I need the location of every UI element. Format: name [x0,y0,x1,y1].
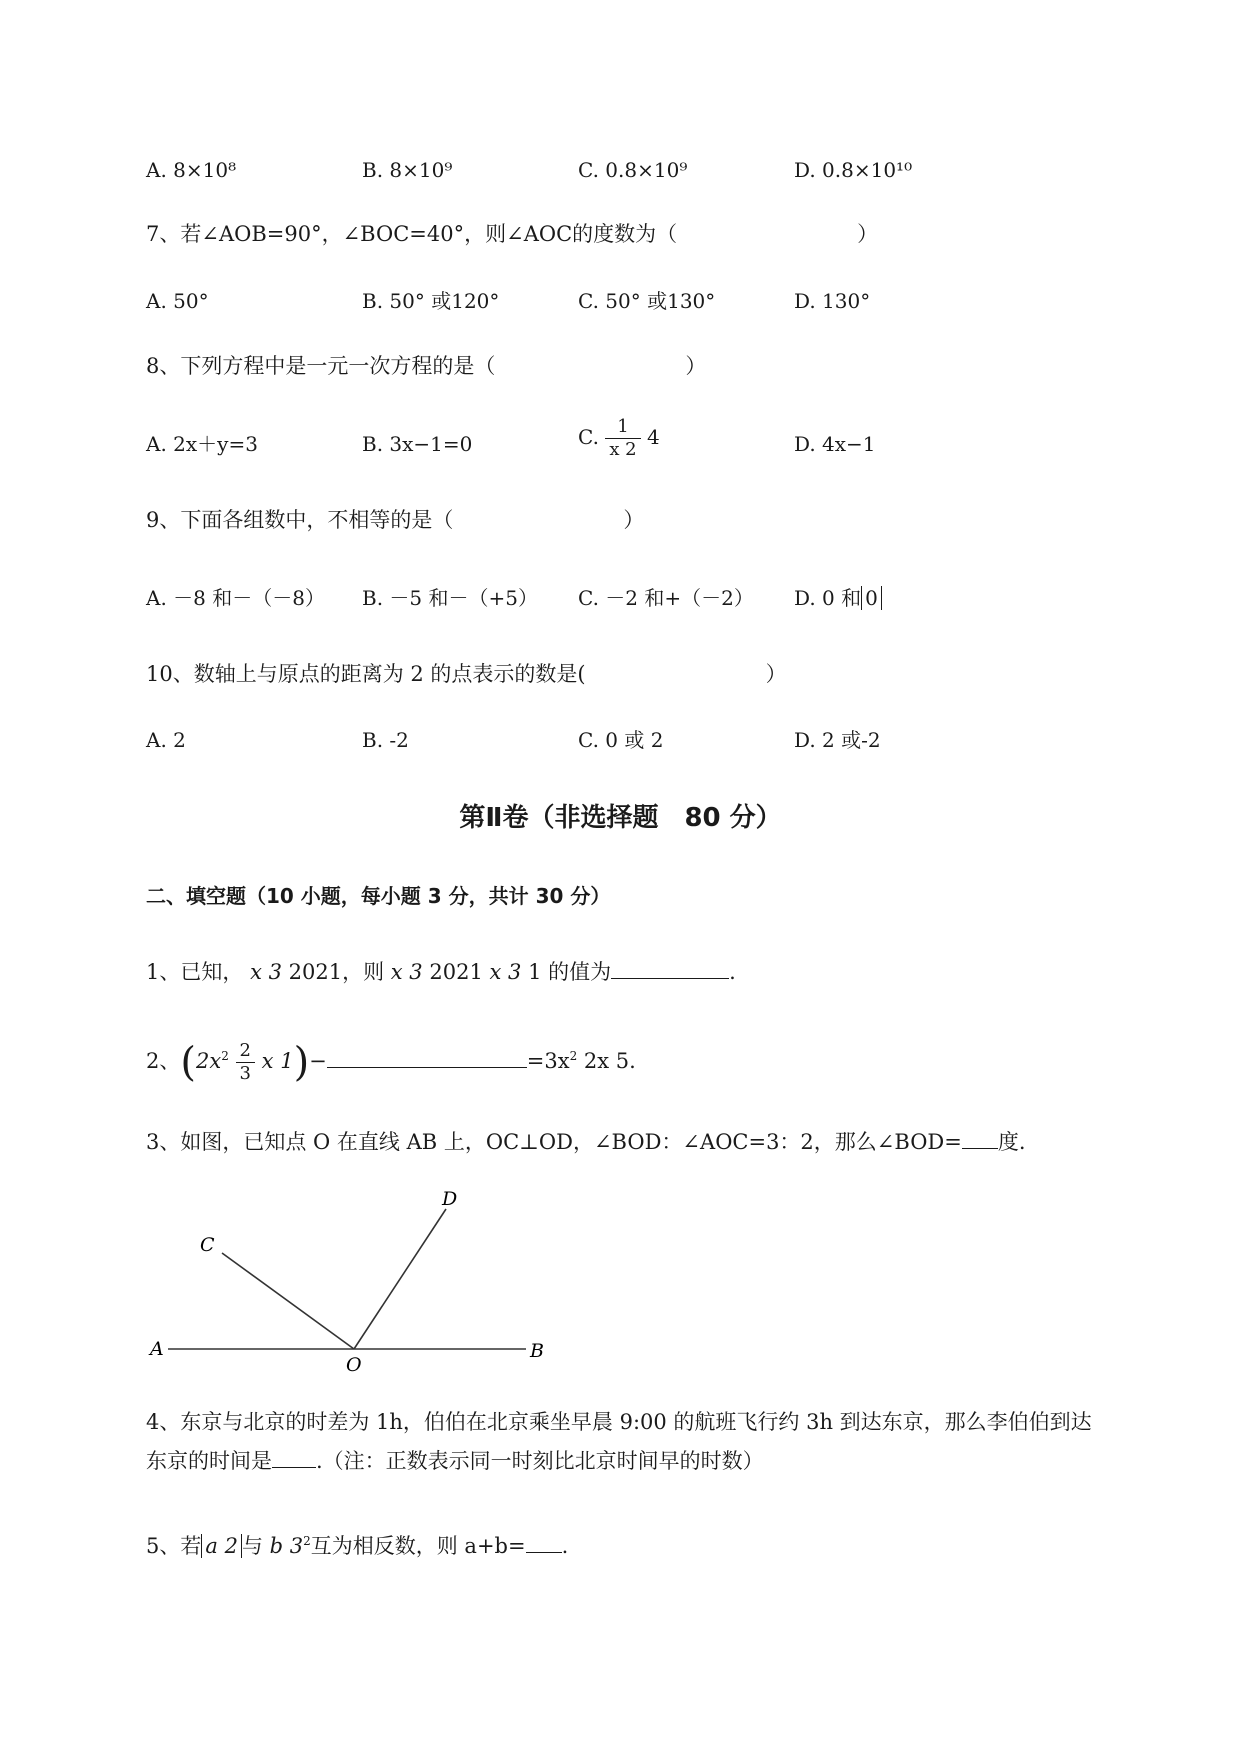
q8-option-a: A. 2x＋y=3 [146,432,258,456]
f3-end: 度. [997,1130,1026,1154]
q10-option-d: D. 2 或-2 [794,728,881,752]
q9-close-paren: ） [623,508,645,532]
f2-open-paren: ( [180,1039,196,1086]
q7-close-paren: ） [857,222,879,246]
q6-option-d: D. 0.8×10¹⁰ [794,158,913,182]
q8-option-c [578,416,660,461]
q6-option-c: C. 0.8×10⁹ [578,158,688,182]
f2-fraction-denominator: 3 [239,1063,251,1084]
f5-exponent: 2 [303,1534,311,1548]
q10-option-c: C. 0 或 2 [578,728,664,752]
q10-option-a: A. 2 [146,728,186,752]
f1-expr3: x 3 [489,960,522,984]
q6-option-b: B. 8×10⁹ [362,158,453,182]
f2-rhs-exponent: 2 [569,1049,578,1063]
f5-post: 互为相反数，则 a+b= [310,1534,526,1558]
label-o: O [346,1354,362,1375]
f4-line2-post: .（注：正数表示同一时刻比北京时间早的时数） [316,1449,764,1473]
label-d: D [442,1188,458,1210]
fill-question-3 [146,1128,1026,1156]
angle-figure [140,1185,560,1375]
f1-mid2: 2021 [429,960,483,984]
f2-answer-blank[interactable] [327,1047,527,1068]
ray-oc [222,1253,354,1349]
q10-stem-text: 10、数轴上与原点的距离为 2 的点表示的数是( [146,662,586,686]
f2-term1: 2x [195,1049,222,1073]
part2-title: 第Ⅱ卷（非选择题 80 分） [459,803,782,833]
f4-answer-blank[interactable] [272,1447,316,1468]
q7-option-b: B. 50° 或120° [362,289,500,313]
q8-option-c-tail: 4 [647,425,660,449]
q8-close-paren: ） [685,354,707,378]
f2-minus: − [309,1049,327,1073]
f2-rhs2: 2x 5. [583,1049,636,1073]
f1-answer-blank[interactable] [611,958,729,979]
f2-label: 2、 [146,1049,181,1073]
q8-option-b: B. 3x−1=0 [362,432,473,456]
q9-option-c: C. －2 和+（－2） [578,586,754,610]
f1-mid3: 1 的值为 [528,960,612,984]
f5-pre: 5、若 [146,1534,202,1558]
q8-stem-text: 8、下列方程中是一元一次方程的是（ [146,354,496,378]
q8-option-c-label: C. [578,425,599,449]
f4-line2-pre: 东京的时间是 [146,1449,272,1473]
f2-fraction-numerator: 2 [236,1040,255,1063]
label-b: B [530,1340,544,1362]
f5-expr: b 3 [269,1534,304,1558]
f5-mid: 与 [241,1534,263,1558]
q7-stem [146,220,878,248]
fill-question-1 [146,958,736,986]
fill-question-5 [146,1532,568,1560]
f2-rhs: =3x [526,1049,570,1073]
q9-option-a: A. －8 和－（－8） [146,586,325,610]
f1-end: . [729,960,736,984]
q9-option-d [794,584,882,612]
fill-question-2 [146,1040,636,1085]
f2-term1-exponent: 2 [221,1049,229,1063]
q9-stem [146,506,644,534]
q7-option-a: A. 50° [146,289,209,313]
q8-fraction-denominator: x 2 [609,439,637,460]
f3-text: 3、如图，已知点 O 在直线 AB 上，OC⊥OD，∠BOD：∠AOC=3：2，那么∠BOD= [146,1130,962,1154]
q7-option-c: C. 50° 或130° [578,289,716,313]
f2-fraction [236,1040,255,1085]
q9-option-d-abs: 0 [861,586,882,610]
f1-pre: 1、已知， [146,960,244,984]
f1-mid1: 2021，则 [288,960,385,984]
ray-od [354,1209,446,1349]
q9-stem-text: 9、下面各组数中，不相等的是（ [146,508,454,532]
section2-heading: 二、填空题（10 小题，每小题 3 分，共计 30 分） [146,884,611,908]
f3-answer-blank[interactable] [962,1128,998,1149]
f5-abs-text: a 2 [205,1534,238,1558]
q7-stem-text: 7、若∠AOB=90°，∠BOC=40°，则∠AOC的度数为（ [146,222,678,246]
q8-option-c-fraction [605,416,640,461]
f5-end: . [561,1534,569,1558]
q10-stem [146,660,787,688]
fill-question-4-line1: 4、东京与北京的时差为 1h，伯伯在北京乘坐早晨 9:00 的航班飞行约 3h 到达东京，那么李伯伯到达 [146,1410,1092,1434]
q7-option-d: D. 130° [794,289,871,313]
q8-stem [146,352,706,380]
f5-abs [201,1534,242,1558]
q6-option-a: A. 8×10⁸ [146,158,237,182]
label-c: C [200,1234,215,1256]
q8-option-d: D. 4x−1 [794,432,876,456]
fill-question-4-line2 [146,1447,764,1475]
f5-answer-blank[interactable] [526,1532,562,1553]
f1-expr1: x 3 [250,960,282,984]
q10-option-b: B. -2 [362,728,409,752]
q9-option-d-text: D. 0 和 [794,586,862,610]
f1-expr2: x 3 [390,960,423,984]
label-a: A [150,1338,164,1360]
f2-term2: x 1 [261,1049,294,1073]
f2-close-paren: ) [293,1039,310,1086]
q10-close-paren: ） [765,662,787,686]
q9-option-b: B. －5 和－（+5） [362,586,538,610]
q8-fraction-numerator: 1 [605,416,640,439]
